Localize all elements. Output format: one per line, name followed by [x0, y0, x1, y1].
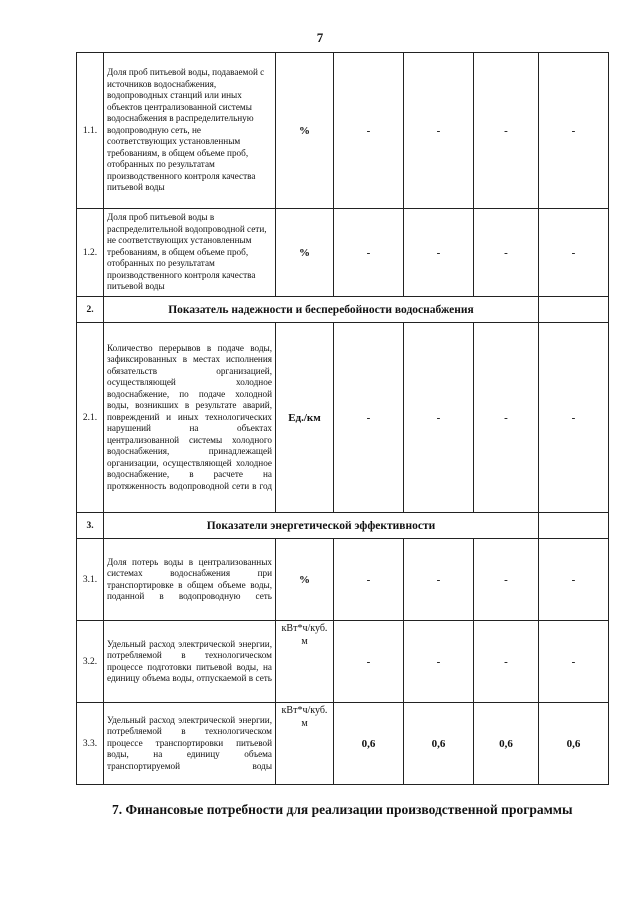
unit-cell: %	[276, 539, 334, 621]
value-cell: -	[404, 539, 474, 621]
value-cell: -	[404, 621, 474, 703]
section-title: Показатели энергетической эффективности	[104, 513, 539, 539]
indicators-table	[76, 52, 609, 785]
section-number: 3.	[77, 513, 104, 539]
value-cell: -	[404, 53, 474, 209]
value-cell: -	[404, 209, 474, 297]
page-number: 7	[316, 30, 324, 45]
table-row	[77, 539, 609, 621]
table-row	[77, 703, 609, 785]
section-heading: 7. Финансовые потребности для реализации производственной программы	[112, 802, 573, 817]
value-cell: -	[539, 323, 609, 513]
unit-cell: Ед./км	[276, 323, 334, 513]
section-row	[77, 513, 609, 539]
empty-cell	[539, 513, 609, 539]
row-number: 3.1.	[77, 539, 104, 621]
value-cell: -	[474, 539, 539, 621]
table-row	[77, 209, 609, 297]
section-number: 2.	[77, 297, 104, 323]
unit-cell: %	[276, 209, 334, 297]
indicator-name: Доля проб питьевой воды, подаваемой с источников водоснабжения, водопроводных станций или иных объектов централизованной системы водоснабжения в распределительную водопроводную сеть, не соответствующих установленным требованиям, в общем объеме проб, отобранных по результатам производственного контроля качества питьевой воды	[104, 53, 276, 209]
indicator-name: Доля потерь воды в централизованных системах водоснабжения при транспортировке в общем объеме воды, поданной в водопроводную сеть	[104, 539, 276, 621]
value-cell: -	[539, 53, 609, 209]
value-cell: 0,6	[474, 703, 539, 785]
value-cell: -	[474, 621, 539, 703]
row-number: 1.1.	[77, 53, 104, 209]
value-cell: -	[334, 209, 404, 297]
value-cell: -	[474, 53, 539, 209]
empty-cell	[539, 297, 609, 323]
value-cell: 0,6	[404, 703, 474, 785]
value-cell: 0,6	[539, 703, 609, 785]
row-number: 2.1.	[77, 323, 104, 513]
value-cell: -	[404, 323, 474, 513]
value-cell: -	[474, 209, 539, 297]
indicator-name: Удельный расход электрической энергии, потребляемой в технологическом процессе транспортировки питьевой воды, на единицу объема транспортируемой воды	[104, 703, 276, 785]
value-cell: -	[334, 621, 404, 703]
value-cell: -	[334, 539, 404, 621]
value-cell: 0,6	[334, 703, 404, 785]
section-title: Показатель надежности и бесперебойности водоснабжения	[104, 297, 539, 323]
indicator-name: Удельный расход электрической энергии, потребляемой в технологическом процессе подготовки питьевой воды, на единицу объема воды, отпускаемой в сеть	[104, 621, 276, 703]
value-cell: -	[334, 53, 404, 209]
unit-cell: кВт*ч/куб. м	[276, 703, 334, 785]
table-row	[77, 323, 609, 513]
value-cell: -	[539, 539, 609, 621]
value-cell: -	[334, 323, 404, 513]
row-number: 1.2.	[77, 209, 104, 297]
value-cell: -	[539, 209, 609, 297]
value-cell: -	[539, 621, 609, 703]
row-number: 3.3.	[77, 703, 104, 785]
row-number: 3.2.	[77, 621, 104, 703]
value-cell: -	[474, 323, 539, 513]
table-row	[77, 621, 609, 703]
unit-cell: %	[276, 53, 334, 209]
table-row	[77, 53, 609, 209]
section-row	[77, 297, 609, 323]
unit-cell: кВт*ч/куб. м	[276, 621, 334, 703]
indicator-name: Доля проб питьевой воды в распределительной водопроводной сети, не соответствующих установленным требованиям, в общем объеме проб, отобранных по результатам производственного контроля качества питьевой воды	[104, 209, 276, 297]
indicator-name: Количество перерывов в подаче воды, зафиксированных в местах исполнения обязательств организацией, осуществляющей холодное водоснабжение, по подаче холодной воды, возникших в результате аварий, повреждений и иных технологических нарушений на объектах централизованной системы холодного водоснабжения, принадлежащей организации, осуществляющей холодное водоснабжение, в расчете на протяженность водопроводной сети в год	[104, 323, 276, 513]
